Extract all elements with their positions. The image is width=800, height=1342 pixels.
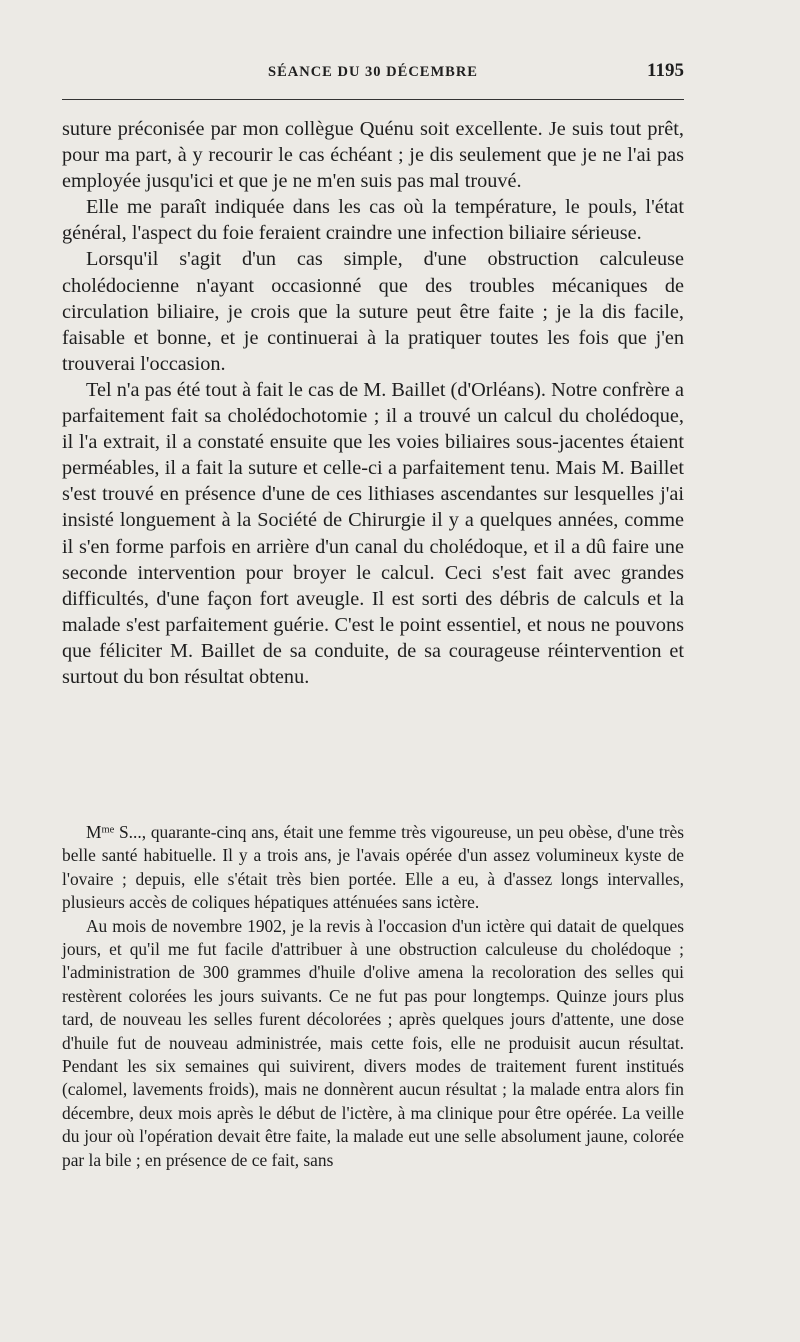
case-paragraph-text: S..., quarante-cinq ans, était une femme très vigoureuse, un peu obèse, d'une très belle santé habituelle. Il y a trois ans, je l'avais opérée d'un assez volumineux kyste de l'ovaire ; depuis, elle s'était très bien portée. Elle a eu, à d'assez longs intervalles, plusieurs accès de coliques hépatiques atténuées sans ictère. bbox=[62, 822, 684, 913]
main-text bbox=[62, 116, 684, 690]
paragraph: Elle me paraît indiquée dans les cas où la température, le pouls, l'état général, l'aspect du foie feraient craindre une infection biliaire sérieuse. bbox=[62, 196, 684, 245]
running-header bbox=[62, 60, 684, 90]
header-rule bbox=[62, 99, 684, 100]
patient-title-superscript: me bbox=[101, 824, 115, 836]
paragraph: suture préconisée par mon collègue Quénu soit excellente. Je suis tout prêt, pour ma part, à y recourir le cas échéant ; je dis seulement que je ne l'ai pas employée jusqu'ici et que je ne m'en suis pas mal trouvé. bbox=[62, 118, 684, 193]
case-report bbox=[62, 821, 684, 1172]
paragraph: Tel n'a pas été tout à fait le cas de M. Baillet (d'Orléans). Notre confrère a parfaitement fait sa cholédochotomie ; il a trouvé un calcul du cholédoque, il l'a extrait, il a constaté ensuite que les voies biliaires sous-jacentes étaient perméables, il a fait la suture et celle-ci a parfaitement tenu. Mais M. Baillet s'est trouvé en présence d'une de ces lithiases ascendantes sur lesquelles j'ai insisté longuement à la Société de Chirurgie il y a quelques années, comme il s'en forme parfois en arrière d'un canal du cholédoque, et il a dû faire une seconde intervention pour broyer le calcul. Ceci s'est fait avec grandes difficultés, d'une façon fort aveugle. Il est sorti des débris de calculs et la malade s'est parfaitement guérie. C'est le point essentiel, et nous ne pouvons que féliciter M. Baillet de sa conduite, de sa courageuse réintervention et surtout du bon résultat obtenu. bbox=[62, 378, 684, 688]
case-paragraph: Au mois de novembre 1902, je la revis à l'occasion d'un ictère qui datait de quelques jours, et qu'il me fut facile d'attribuer à une obstruction calculeuse du cholédoque ; l'administration de 300 grammes d'huile d'olive amena la recoloration des selles qui restèrent colorées les jours suivants. Ce ne fut pas pour longtemps. Quinze jours plus tard, de nouveau les selles furent décolorées ; après quelques jours d'attente, une dose d'huile fut de nouveau administrée, mais cette fois, elle ne produisit aucun résultat. Pendant les six semaines qui suivirent, divers modes de traitement furent institués (calomel, lavements froids), mais ne donnèrent aucun résultat ; la malade entra alors fin décembre, deux mois après le début de l'ictère, à ma clinique pour être opérée. La veille du jour où l'opération devait être faite, la malade eut une selle absolument jaune, colorée par la bile ; en présence de ce fait, sans bbox=[62, 915, 684, 1170]
header-title: SÉANCE DU 30 DÉCEMBRE bbox=[268, 64, 478, 80]
case-paragraph bbox=[62, 821, 684, 915]
page-number: 1195 bbox=[647, 60, 684, 81]
patient-title: M bbox=[86, 822, 102, 842]
paragraph: Lorsqu'il s'agit d'un cas simple, d'une obstruction calculeuse cholédocienne n'ayant occasionné que des troubles mécaniques de circulation biliaire, je crois que la suture peut être faite ; je la dis facile, faisable et bonne, et je continuerai à la pratiquer toutes les fois que j'en trouverai l'occasion. bbox=[62, 248, 684, 375]
